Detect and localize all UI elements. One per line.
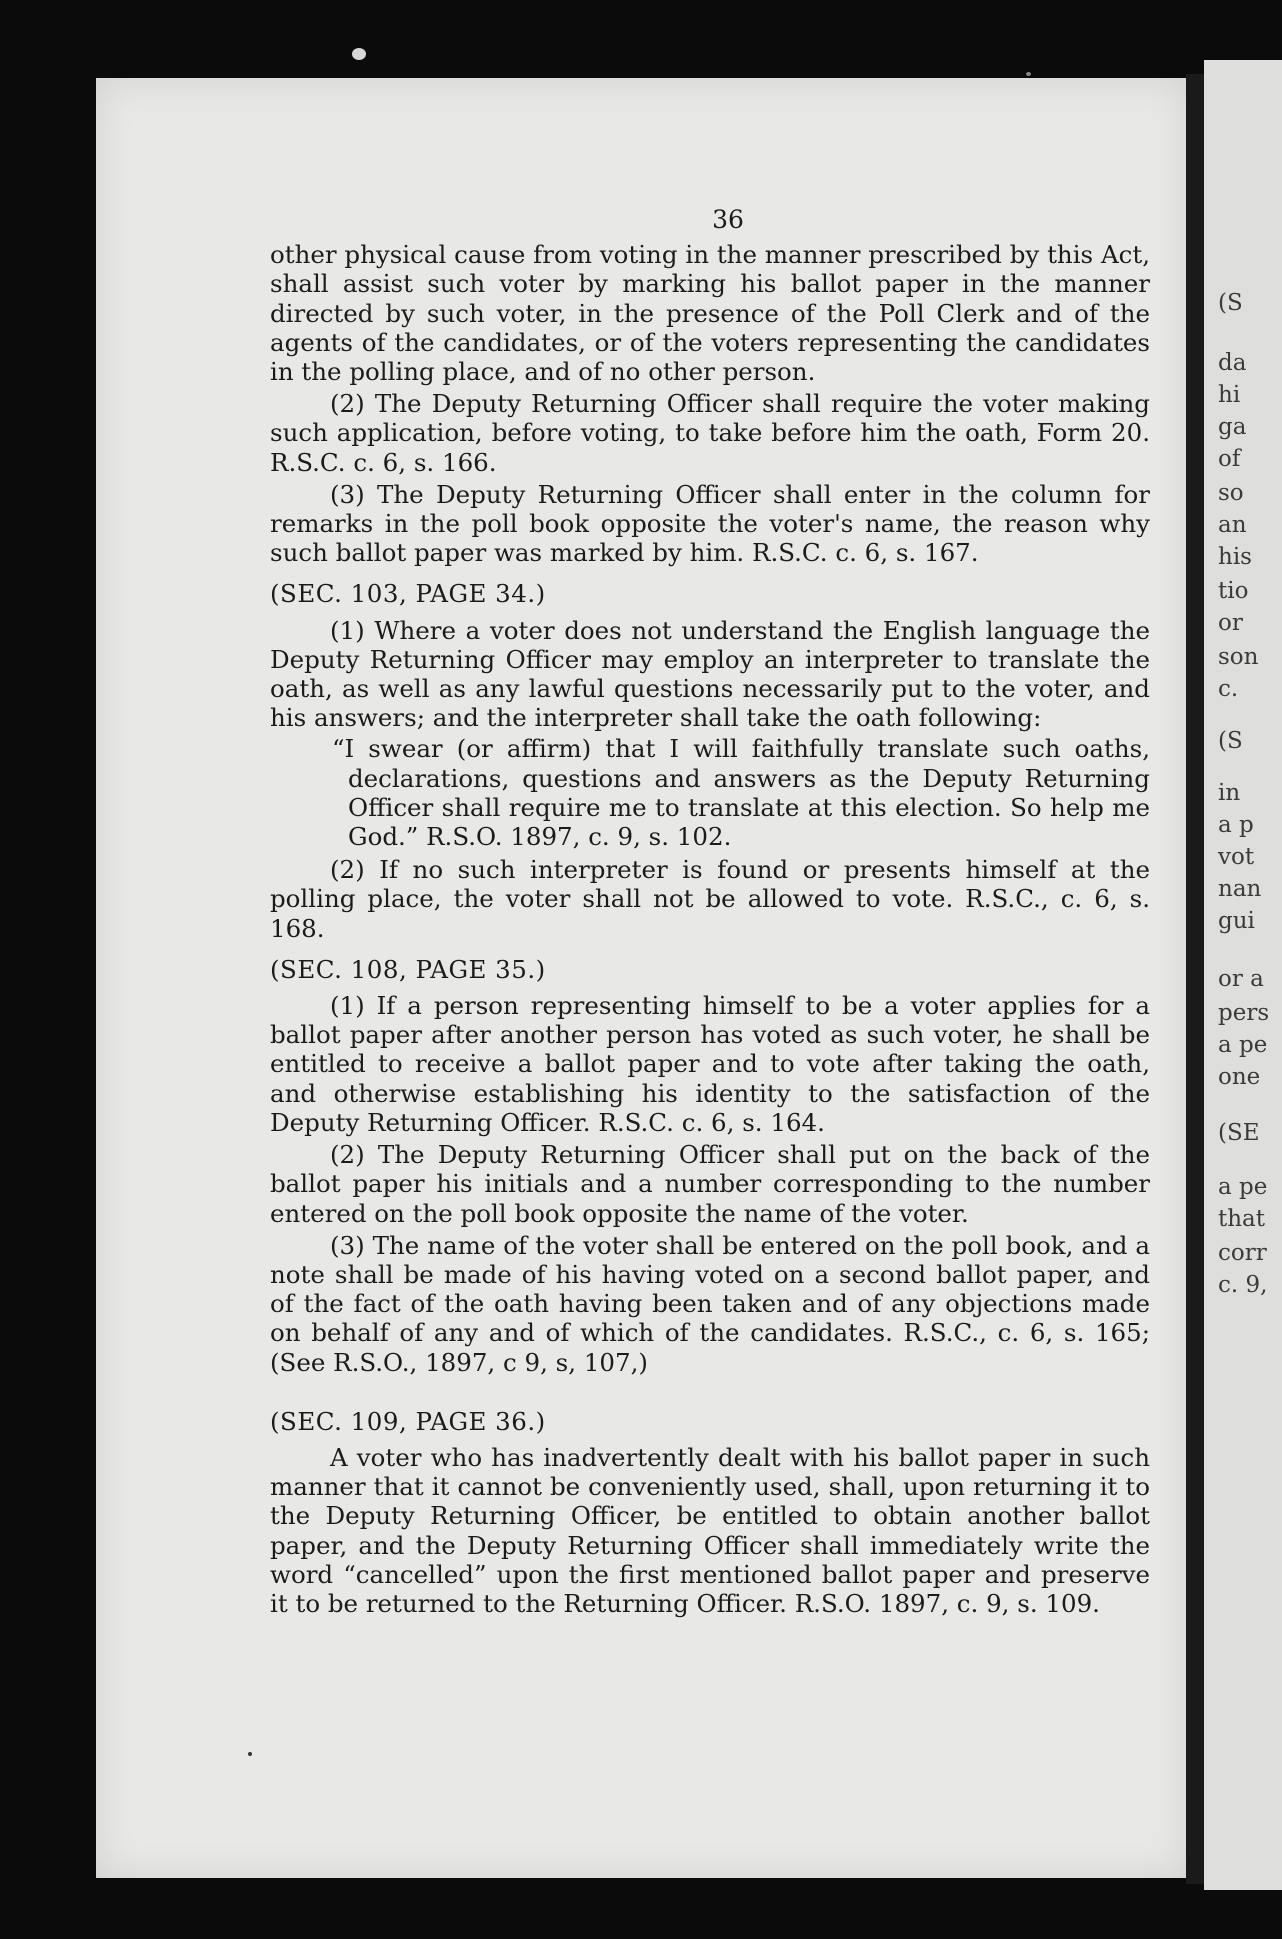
paragraph: (2) The Deputy Returning Officer shall require the voter making such application, before voting, to take before him the oath, Form 20. R.S.C. c. 6, s. 166. — [270, 389, 1150, 477]
facing-page-fragment: (S — [1218, 728, 1243, 754]
facing-page-fragment: one — [1218, 1064, 1261, 1090]
facing-page-fragment: of — [1218, 446, 1241, 472]
dust-speck — [1026, 72, 1031, 76]
facing-page-fragment: tio — [1218, 578, 1249, 604]
facing-page-fragment: vot — [1218, 844, 1255, 870]
facing-page-fragment: his — [1218, 544, 1252, 570]
facing-page-fragment: gui — [1218, 908, 1255, 934]
facing-page-fragment: corr — [1218, 1240, 1267, 1266]
section-heading: (SEC. 108, PAGE 35.) — [270, 954, 546, 984]
facing-page-fragment: that — [1218, 1206, 1266, 1232]
paragraph: (3) The Deputy Returning Officer shall enter in the column for remarks in the poll book opposite the voter's name, the reason why such ballot paper was marked by him. R.S.C. c. 6, s. 167. — [270, 479, 1150, 568]
facing-page-fragment: nan — [1218, 876, 1262, 902]
facing-page-fragment: da — [1218, 350, 1247, 376]
facing-page-fragment: a p — [1218, 812, 1254, 838]
facing-page-fragment: a pe — [1218, 1032, 1268, 1058]
facing-page-fragment: hi — [1218, 382, 1241, 408]
dust-speck — [248, 1752, 252, 1756]
paragraph: (2) The Deputy Returning Officer shall put on the back of the ballot paper his initials and a number corresponding to the number entered on the poll book opposite the name of the voter. — [270, 1140, 1150, 1228]
facing-page-fragment: ga — [1218, 414, 1247, 440]
facing-page-fragment: pers — [1218, 1000, 1270, 1026]
page-number: 36 — [712, 205, 744, 234]
page-body — [270, 240, 1150, 1618]
paragraph: (1) Where a voter does not understand the English language the Deputy Returning Officer may employ an interpreter to translate the oath, as well as any lawful questions necessarily put to the voter, and his answers; and the interpreter shall take the oath following: — [270, 615, 1150, 733]
facing-page-fragment: (SE — [1218, 1120, 1260, 1146]
dust-speck — [352, 48, 366, 60]
paragraph: (3) The name of the voter shall be entered on the poll book, and a note shall be made of his having voted on a second ballot paper, and of the fact of the oath having been taken and of any objections made on behalf of any and of which of the candidates. R.S.C., c. 6, s. 165; (See R.S.O., 1897, c 9, s, 107,) — [270, 1230, 1150, 1377]
facing-page-fragment: son — [1218, 644, 1259, 670]
paragraph: other physical cause from voting in the manner prescribed by this Act, shall assist such voter by marking his ballot paper in the manner directed by such voter, in the presence of the Poll Clerk and of the agents of the candidates, or of the voters representing the candidates in the polling place, and of no other person. — [270, 240, 1150, 387]
facing-page — [1204, 60, 1282, 1890]
facing-page-fragment: so — [1218, 480, 1244, 506]
facing-page-fragment: an — [1218, 512, 1247, 538]
page-text-column — [270, 205, 1150, 1618]
facing-page-fragment: or a — [1218, 966, 1264, 992]
section-heading: (SEC. 109, PAGE 36.) — [270, 1406, 546, 1436]
facing-page-fragment: c. 9, — [1218, 1272, 1268, 1298]
paragraph: (2) If no such interpreter is found or presents himself at the polling place, the voter shall not be allowed to vote. R.S.C., c. 6, s. 168. — [270, 855, 1150, 943]
facing-page-fragment: a pe — [1218, 1174, 1268, 1200]
facing-page-fragment: in — [1218, 780, 1241, 806]
oath-quote: “I swear (or affirm) that I will faithfully translate such oaths, declarations, questions and answers as the Deputy Returning Officer shall require me to translate at this election. So help me God.” R.S.O. 1897, c. 9, s. 102. — [332, 734, 1150, 852]
facing-page-fragment: c. — [1218, 676, 1239, 702]
facing-page-fragment: (S — [1218, 290, 1243, 316]
spacer — [270, 1377, 1150, 1395]
paragraph: A voter who has inadvertently dealt with his ballot paper in such manner that it cannot be conveniently used, shall, upon returning it to the Deputy Returning Officer, be entitled to obtain another ballot paper, and the Deputy Returning Officer shall immediately write the word “cancelled” upon the first mentioned ballot paper and preserve it to be returned to the Returning Officer. R.S.O. 1897, c. 9, s. 109. — [270, 1442, 1150, 1618]
section-heading: (SEC. 103, PAGE 34.) — [270, 579, 546, 609]
paragraph: (1) If a person representing himself to be a voter applies for a ballot paper after another person has voted as such voter, he shall be entitled to receive a ballot paper and to vote after taking the oath, and otherwise establishing his identity to the satisfaction of the Deputy Returning Officer. R.S.C. c. 6, s. 164. — [270, 991, 1150, 1137]
facing-page-fragment: or — [1218, 610, 1243, 636]
page-gutter-shadow — [1186, 74, 1204, 1884]
